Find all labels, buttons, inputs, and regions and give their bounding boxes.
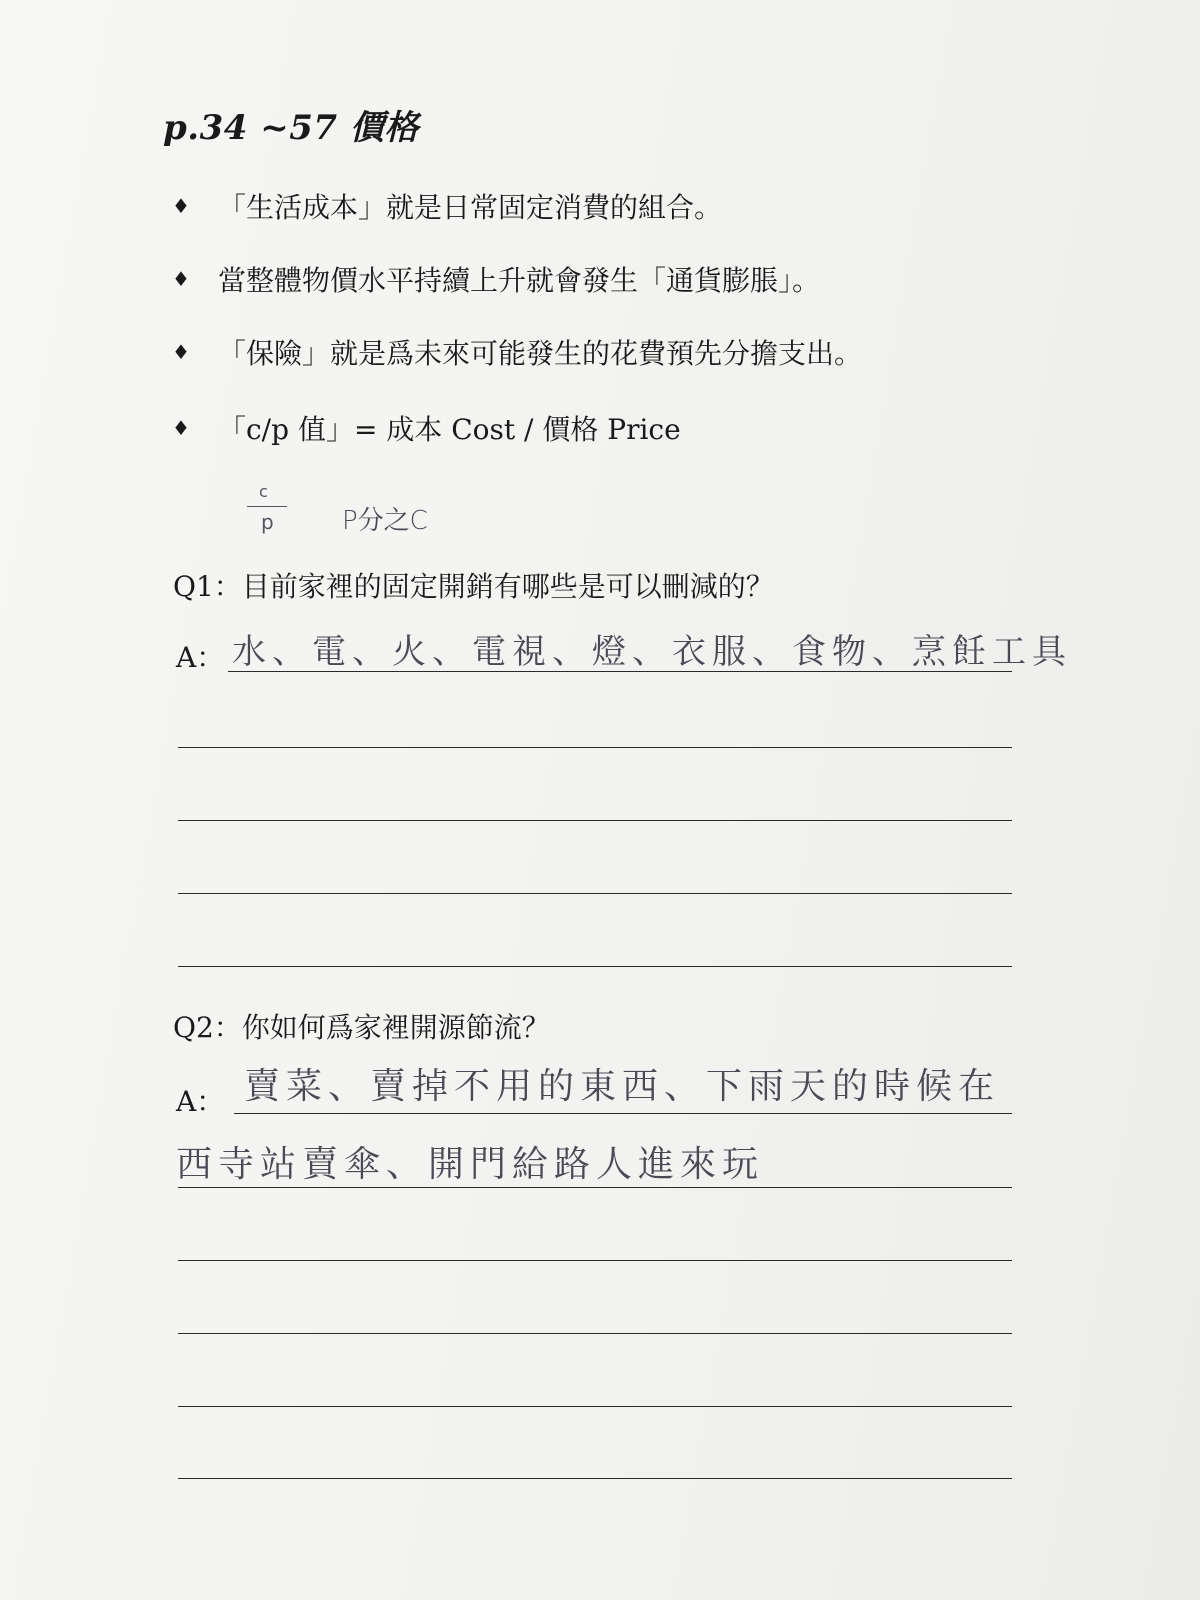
page-title: p.34 ~57 價格 xyxy=(163,108,419,148)
answer-line xyxy=(178,820,1012,821)
bullet-item xyxy=(172,259,820,299)
answer-line xyxy=(178,1333,1012,1334)
answer-line xyxy=(228,671,1012,672)
question-2: Q2：你如何爲家裡開源節流？ xyxy=(173,1011,550,1044)
answer-2-line-2: 西寺站賣傘、開門給路人進來玩 xyxy=(176,1144,765,1185)
fraction-numerator: c xyxy=(259,482,268,501)
fraction-bar xyxy=(247,506,287,507)
answer-1-line-1: 水、電、火、電視、燈、衣服、食物、烹飪工具 xyxy=(232,632,1072,672)
answer-line xyxy=(234,1113,1012,1114)
bullet-item xyxy=(172,332,862,372)
answer-2-label: A： xyxy=(176,1085,225,1118)
fraction-denominator: p xyxy=(261,510,274,534)
diamond-bullet-icon: ♦ xyxy=(172,340,190,364)
bullet-item xyxy=(172,408,681,448)
question-1: Q1：目前家裡的固定開銷有哪些是可以刪減的？ xyxy=(173,570,774,603)
answer-2-line-1: 賣菜、賣掉不用的東西、下雨天的時候在 xyxy=(244,1066,1001,1107)
answer-line xyxy=(178,1478,1012,1479)
bullet-text: 「c/p 值」= 成本 Cost / 價格 Price xyxy=(218,413,681,446)
bullet-item xyxy=(172,186,722,226)
diamond-bullet-icon: ♦ xyxy=(172,267,190,291)
bullet-text: 「保險」就是爲未來可能發生的花費預先分擔支出。 xyxy=(218,337,863,370)
answer-line xyxy=(178,1260,1012,1261)
diamond-bullet-icon: ♦ xyxy=(172,416,190,440)
diamond-bullet-icon: ♦ xyxy=(172,194,190,218)
answer-line xyxy=(178,747,1012,748)
answer-line xyxy=(178,1187,1012,1188)
bullet-text: 「生活成本」就是日常固定消費的組合。 xyxy=(218,191,723,224)
answer-line xyxy=(178,893,1012,894)
handwritten-fraction xyxy=(247,482,287,538)
answer-line xyxy=(178,1406,1012,1407)
answer-1-label: A： xyxy=(176,641,225,674)
answer-line xyxy=(178,966,1012,967)
handwritten-note: P分之C xyxy=(342,506,428,536)
bullet-text: 當整體物價水平持續上升就會發生「通貨膨脹」。 xyxy=(218,264,821,297)
